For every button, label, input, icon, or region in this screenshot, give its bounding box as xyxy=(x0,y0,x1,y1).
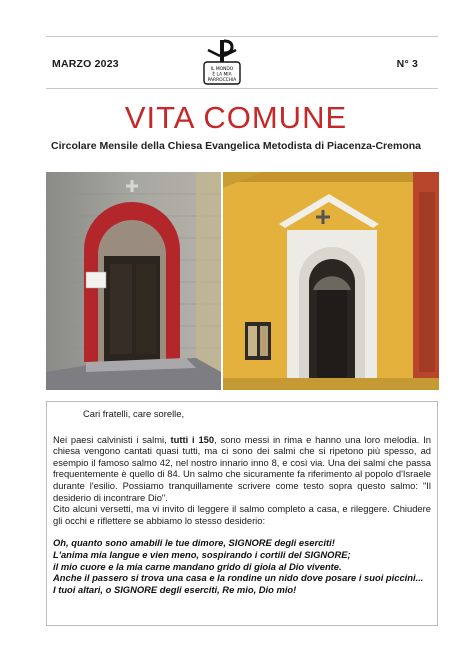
photo-church-doorway-left xyxy=(46,172,221,390)
psalm-verse: il mio cuore e la mia carne mandano grido di gioia al Dio vivente. xyxy=(53,560,342,572)
psalm-verse: Oh, quanto sono amabili le tue dimore, SIGNORE degli eserciti! xyxy=(53,537,335,549)
newsletter-title: VITA COMUNE xyxy=(124,100,348,135)
psalm-verse: Anche il passero si trova una casa e la rondine un nido dove posare i suoi piccini... xyxy=(53,572,424,584)
p1-text-start: Nei paesi calvinisti i salmi, xyxy=(53,433,171,445)
psalm-verse: L'anima mia langue e vien meno, sospirando i cortili del SIGNORE; xyxy=(53,548,351,560)
p1-text-end: , sono messi in rima e hanno una loro melodia. In chiesa vengono cantati quasi tutti, ma ci sono dei salmi che si ripetono più spesso, ad esempio il famoso salmo 42, nel nostro innario inno 8, e così via. Una dei salmi che passa frequentemente è quello di 84. Un salmo che sicuramente fa riferimento al popolo d'Israele durante l'esilio. Possiamo tranquillamente scrivere come testo sopra questo salmo: "Il desiderio di incontrare Dio". xyxy=(53,433,432,503)
logo-line-3: PARROCCHIA xyxy=(207,78,237,83)
psalm-verse: I tuoi altari, o SIGNORE degli eserciti, Re mio, Dio mio! xyxy=(53,583,297,595)
p1-bold-text: tutti i 150 xyxy=(170,433,215,445)
header-bottom-rule xyxy=(46,88,438,89)
church-logo xyxy=(200,38,244,86)
chi-rho-cross-icon xyxy=(200,38,244,86)
photo-church-doorway-right xyxy=(223,172,439,390)
letter-box xyxy=(46,401,438,626)
letter-greeting: Cari fratelli, care sorelle, xyxy=(83,408,185,419)
logo-line-2: È LA MIA xyxy=(212,72,232,78)
header-top-rule xyxy=(46,36,438,37)
issue-number: N° 3 xyxy=(396,58,418,70)
letter-paragraph-1 xyxy=(53,434,431,504)
logo-line-1: IL MONDO xyxy=(210,67,234,72)
letter-paragraph-2: Cito alcuni versetti, ma vi invito di leggere il salmo completo a casa, e rileggere. Chiudere gli occhi e riflettere se abbiamo lo stesso desiderio: xyxy=(53,503,431,526)
issue-date: MARZO 2023 xyxy=(52,58,119,70)
psalm-verses xyxy=(53,537,431,595)
newsletter-subtitle: Circolare Mensile della Chiesa Evangelica Metodista di Piacenza-Cremona xyxy=(51,140,421,152)
